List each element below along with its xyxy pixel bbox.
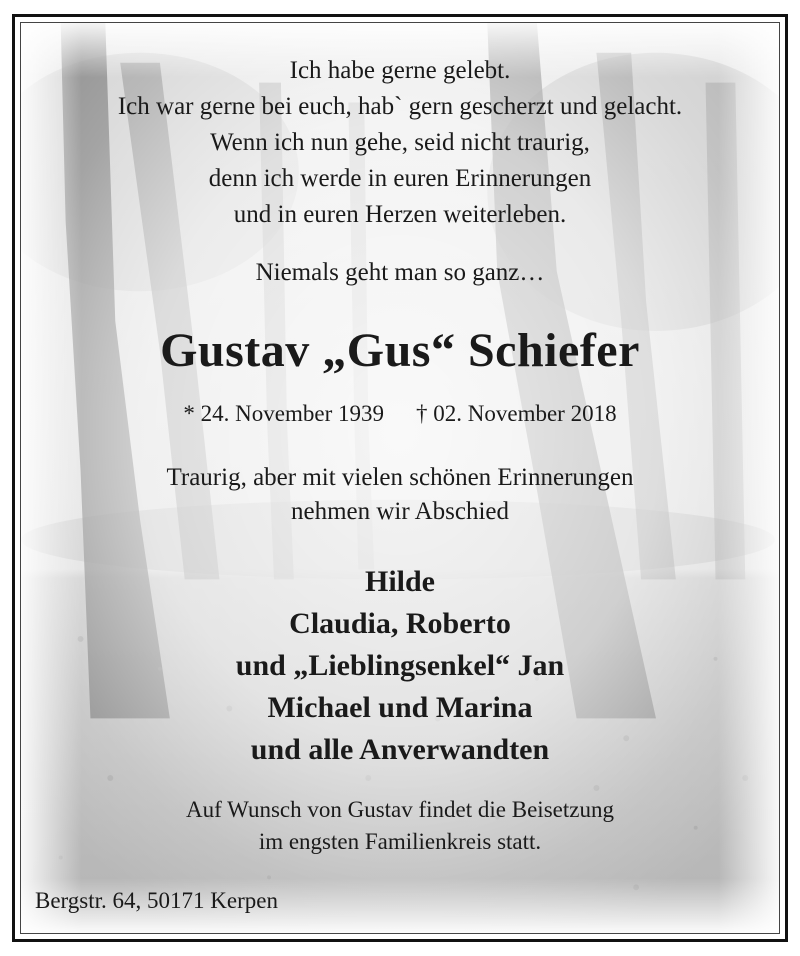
death-date: † 02. November 2018: [416, 401, 617, 426]
obituary-panel: [20, 22, 780, 934]
tagline: Niemals geht man so ganz…: [255, 259, 545, 286]
deceased-name: Gustav „Gus“ Schiefer: [160, 324, 640, 377]
mourner-line: Hilde: [364, 565, 435, 598]
farewell-text: [21, 461, 779, 529]
poem: [21, 53, 779, 233]
address: Bergstr. 64, 50171 Kerpen: [35, 888, 278, 913]
mourner-line: Claudia, Roberto: [289, 607, 511, 640]
birth-date: * 24. November 1939: [183, 401, 384, 426]
poem-line: Ich war gerne bei euch, hab` gern gescherzt und gelacht.: [117, 93, 683, 120]
mourner-line: Michael und Marina: [267, 691, 533, 724]
mourners-list: [21, 561, 779, 771]
notice-line: im engsten Familienkreis statt.: [258, 829, 542, 854]
life-dates: [21, 401, 779, 427]
poem-line: Wenn ich nun gehe, seid nicht traurig,: [210, 129, 590, 156]
burial-notice: [21, 794, 779, 858]
notice-line: Auf Wunsch von Gustav findet die Beisetzung: [186, 797, 614, 822]
farewell-line: Traurig, aber mit vielen schönen Erinnerungen: [166, 464, 634, 491]
farewell-line: nehmen wir Abschied: [290, 498, 509, 525]
mourner-line: und alle Anverwandten: [250, 733, 550, 766]
poem-line: denn ich werde in euren Erinnerungen: [208, 165, 592, 192]
obituary-frame: [12, 14, 788, 942]
poem-line: Ich habe gerne gelebt.: [289, 57, 511, 84]
poem-line: und in euren Herzen weiterleben.: [233, 201, 567, 228]
mourner-line: und „Lieblingsenkel“ Jan: [235, 649, 565, 682]
